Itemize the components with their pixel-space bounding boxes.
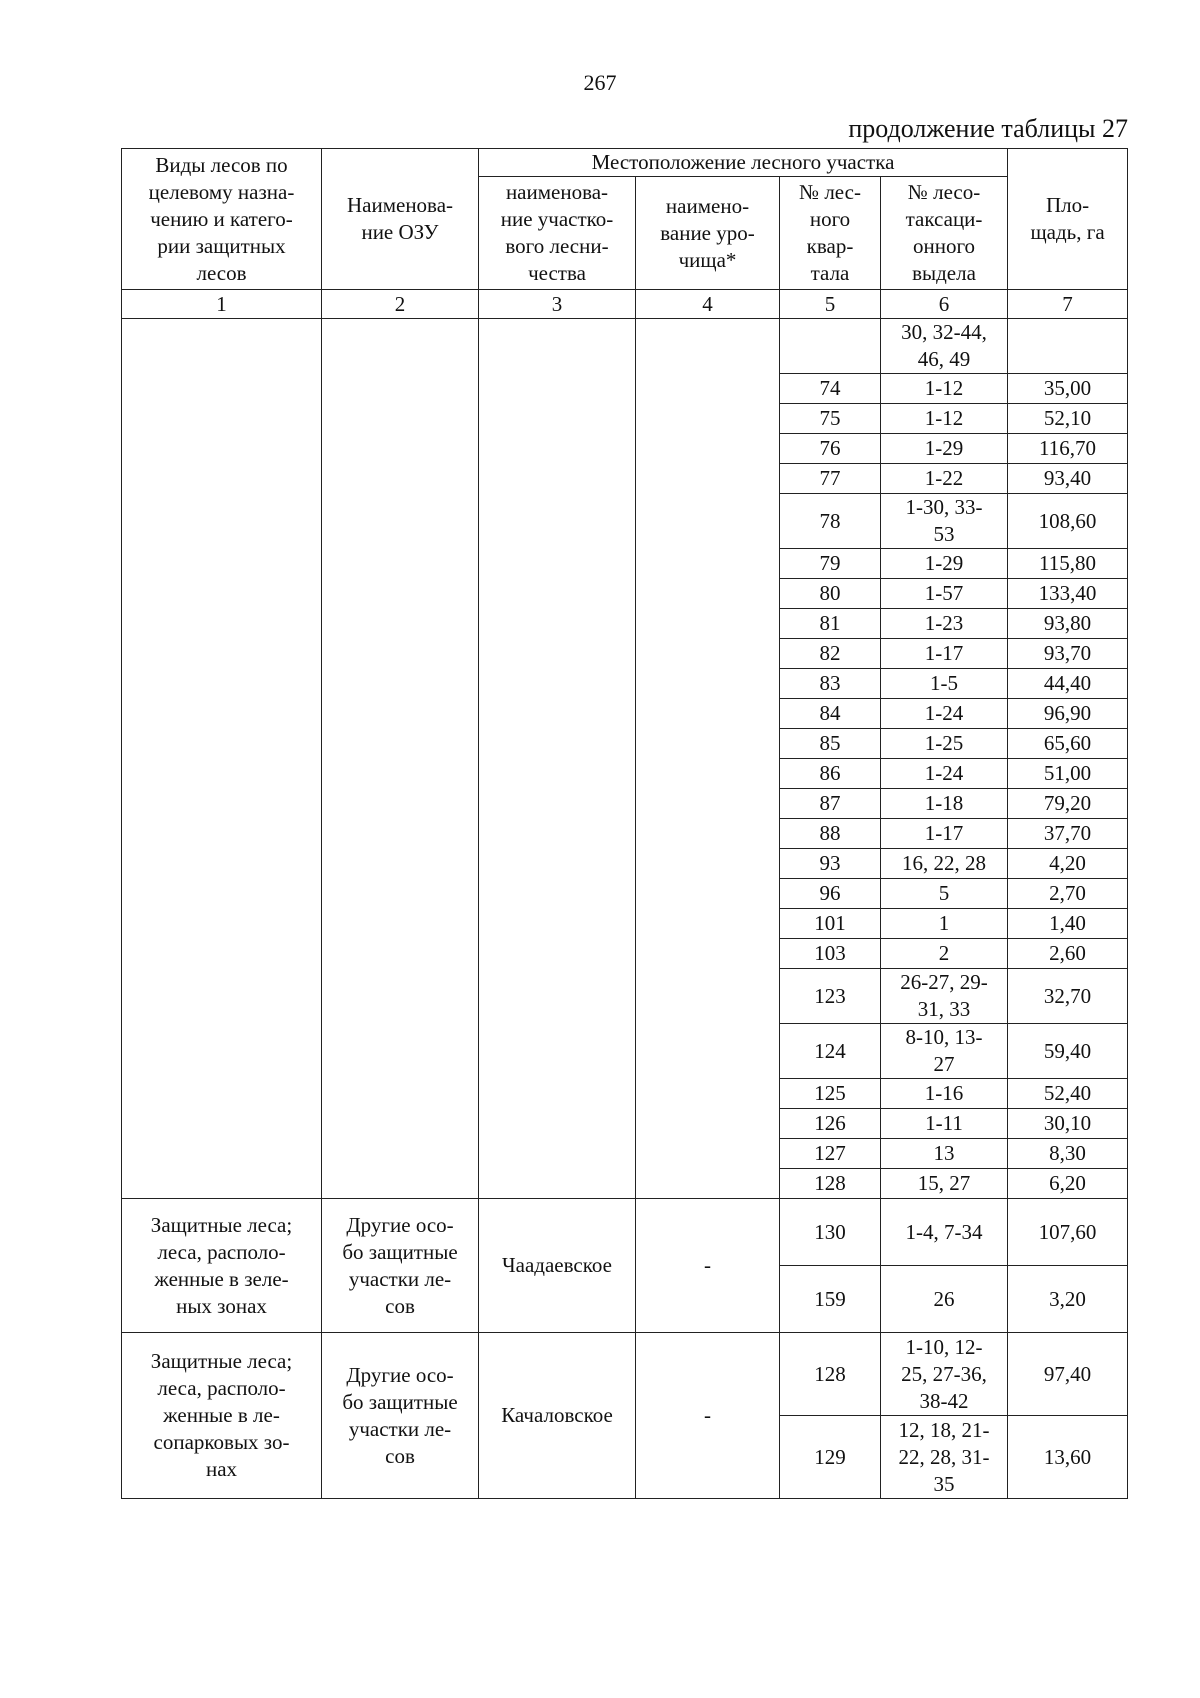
allotment-cell-line: 1-22 (924, 466, 964, 490)
header-area-line: Пло- (1045, 193, 1090, 217)
quarter-cell: 96 (780, 879, 881, 909)
forest-type-cell (122, 319, 322, 1199)
quarter-cell: 93 (780, 849, 881, 879)
header-allotment-number-line: таксаци- (905, 207, 983, 231)
allotment-cell-line: 1-57 (924, 581, 964, 605)
ozu-name-cell-line: участки ле- (348, 1416, 452, 1441)
forest-table (121, 148, 1128, 1499)
allotment-cell-line: 31, 33 (917, 997, 971, 1021)
ozu-name-cell (322, 1333, 479, 1499)
header-forestry-name (479, 177, 636, 290)
area-cell: 30,10 (1008, 1109, 1128, 1139)
quarter-cell: 81 (780, 609, 881, 639)
tract-cell: - (636, 1333, 780, 1499)
area-cell: 97,40 (1008, 1333, 1128, 1416)
quarter-cell: 84 (780, 699, 881, 729)
area-cell: 93,40 (1008, 464, 1128, 494)
forest-type-cell-line: Защитные леса; (150, 1349, 293, 1373)
allotment-cell-line: 26-27, 29- (900, 970, 988, 994)
table-row (122, 1333, 1128, 1416)
allotment-cell-line: 1-24 (924, 761, 964, 785)
area-cell: 115,80 (1008, 549, 1128, 579)
allotment-cell-line: 1-12 (924, 406, 964, 430)
quarter-cell: 128 (780, 1333, 881, 1416)
header-quarter-number-line: тала (810, 261, 850, 285)
header-forestry-name-line: вого лесни- (505, 234, 609, 258)
quarter-cell: 86 (780, 759, 881, 789)
quarter-cell: 83 (780, 669, 881, 699)
column-number: 7 (1008, 290, 1128, 319)
allotment-cell (881, 939, 1008, 969)
allotment-cell-line: 1-11 (925, 1111, 963, 1135)
area-cell: 96,90 (1008, 699, 1128, 729)
area-cell: 2,60 (1008, 939, 1128, 969)
area-cell: 93,70 (1008, 639, 1128, 669)
allotment-cell (881, 494, 1008, 549)
allotment-cell (881, 1079, 1008, 1109)
forest-type-cell-line: Защитные леса; (150, 1212, 293, 1237)
area-cell: 59,40 (1008, 1024, 1128, 1079)
quarter-cell: 130 (780, 1199, 881, 1266)
allotment-cell-line: 1-5 (930, 671, 959, 695)
header-forest-type-line: Виды лесов по (155, 152, 288, 177)
column-number: 2 (322, 290, 479, 319)
forest-type-cell-line: женные в ле- (163, 1403, 280, 1427)
ozu-name-cell (322, 319, 479, 1199)
allotment-cell-line: 1 (938, 911, 950, 935)
header-area (1008, 149, 1128, 290)
header-ozu-name-line: ние ОЗУ (361, 220, 439, 244)
area-cell (1008, 319, 1128, 374)
area-cell: 3,20 (1008, 1266, 1128, 1333)
allotment-cell-line: 26 (933, 1286, 955, 1311)
allotment-cell-line: 1-17 (924, 821, 964, 845)
table-row (122, 319, 1128, 374)
header-area-line: щадь, га (1030, 220, 1105, 244)
header-forest-type-line: чению и катего- (150, 206, 293, 231)
allotment-cell (881, 464, 1008, 494)
header-forestry-name-line: ние участко- (500, 207, 614, 231)
allotment-cell-line: 1-29 (924, 551, 964, 575)
tract-cell: - (636, 1199, 780, 1333)
allotment-cell (881, 729, 1008, 759)
ozu-name-cell-line: участки ле- (348, 1266, 452, 1291)
column-number: 5 (780, 290, 881, 319)
area-cell: 4,20 (1008, 849, 1128, 879)
header-tract-name (636, 177, 780, 290)
header-quarter-number-line: № лес- (799, 180, 861, 204)
allotment-cell (881, 404, 1008, 434)
header-tract-name-line: наимено- (665, 193, 750, 218)
allotment-cell (881, 849, 1008, 879)
allotment-cell (881, 639, 1008, 669)
allotment-cell-line: 53 (933, 522, 955, 546)
allotment-cell (881, 1109, 1008, 1139)
allotment-cell (881, 1139, 1008, 1169)
allotment-cell-line: 46, 49 (917, 347, 971, 371)
allotment-cell (881, 759, 1008, 789)
ozu-name-cell-line: сов (385, 1443, 415, 1468)
ozu-name-cell (322, 1199, 479, 1333)
header-ozu-name (322, 149, 479, 290)
allotment-cell (881, 909, 1008, 939)
allotment-cell-line: 1-16 (924, 1081, 964, 1105)
allotment-cell-line: 5 (938, 881, 950, 905)
quarter-cell: 101 (780, 909, 881, 939)
area-cell: 44,40 (1008, 669, 1128, 699)
forest-type-cell-line: леса, располо- (157, 1376, 286, 1400)
area-cell: 93,80 (1008, 609, 1128, 639)
allotment-cell (881, 789, 1008, 819)
allotment-cell-line: 12, 18, 21- (898, 1417, 990, 1442)
column-numbers-row (122, 290, 1128, 319)
quarter-cell: 88 (780, 819, 881, 849)
header-quarter-number-line: ного (809, 207, 851, 231)
forestry-cell: Чаадаевское (479, 1199, 636, 1333)
ozu-name-cell-line: сов (385, 1293, 415, 1318)
area-cell: 52,40 (1008, 1079, 1128, 1109)
allotment-cell-line: 1-17 (924, 641, 964, 665)
allotment-cell-line: 1-30, 33- (905, 495, 983, 519)
allotment-cell-line: 27 (933, 1052, 955, 1076)
allotment-cell (881, 549, 1008, 579)
tract-cell (636, 319, 780, 1199)
forest-type-cell-line: ных зонах (176, 1293, 267, 1318)
column-number: 6 (881, 290, 1008, 319)
quarter-cell: 75 (780, 404, 881, 434)
allotment-cell (881, 319, 1008, 374)
allotment-cell (881, 434, 1008, 464)
quarter-cell: 85 (780, 729, 881, 759)
allotment-cell-line: 1-10, 12- (905, 1334, 983, 1359)
quarter-cell: 76 (780, 434, 881, 464)
allotment-cell-line: 1-29 (924, 436, 964, 460)
allotment-cell (881, 1199, 1008, 1266)
header-quarter-number (780, 177, 881, 290)
area-cell: 51,00 (1008, 759, 1128, 789)
header-forest-type-line: целевому назна- (148, 179, 295, 204)
allotment-cell-line: 1-23 (924, 611, 964, 635)
allotment-cell (881, 609, 1008, 639)
quarter-cell: 124 (780, 1024, 881, 1079)
forest-type-cell-line: нах (205, 1457, 238, 1481)
allotment-cell-line: 1-12 (924, 376, 964, 400)
header-allotment-number-line: выдела (912, 261, 976, 285)
quarter-cell: 103 (780, 939, 881, 969)
allotment-cell (881, 1333, 1008, 1416)
quarter-cell: 128 (780, 1169, 881, 1199)
ozu-name-cell-line: Другие осо- (346, 1212, 454, 1237)
allotment-cell-line: 1-18 (924, 791, 964, 815)
allotment-cell (881, 1169, 1008, 1199)
quarter-cell: 129 (780, 1416, 881, 1499)
quarter-cell: 159 (780, 1266, 881, 1333)
allotment-cell-line: 2 (938, 941, 950, 965)
header-allotment-number-line: онного (912, 234, 976, 258)
allotment-cell-line: 22, 28, 31- (898, 1444, 990, 1469)
allotment-cell-line: 8-10, 13- (905, 1025, 983, 1049)
quarter-cell: 87 (780, 789, 881, 819)
area-cell: 116,70 (1008, 434, 1128, 464)
page-number: 267 (583, 70, 617, 95)
header-allotment-number-line: № лесо- (907, 180, 981, 204)
column-number: 4 (636, 290, 780, 319)
allotment-cell-line: 30, 32-44, (901, 320, 987, 344)
allotment-cell-line: 1-4, 7-34 (905, 1219, 983, 1244)
column-number: 3 (479, 290, 636, 319)
area-cell: 8,30 (1008, 1139, 1128, 1169)
forest-type-cell (122, 1333, 322, 1499)
allotment-cell (881, 699, 1008, 729)
allotment-cell-line: 16, 22, 28 (902, 851, 987, 875)
header-allotment-number (881, 177, 1008, 290)
header-forest-type-line: рии защитных (157, 233, 286, 258)
forest-type-cell-line: женные в зеле- (154, 1266, 289, 1291)
quarter-cell: 77 (780, 464, 881, 494)
header-forest-type-line: лесов (196, 260, 247, 285)
allotment-cell (881, 1416, 1008, 1499)
header-location-group: Местоположение лесного участка (479, 149, 1008, 177)
forest-type-cell-line: сопарковых зо- (153, 1430, 290, 1454)
area-cell: 37,70 (1008, 819, 1128, 849)
forestry-cell: Качаловское (479, 1333, 636, 1499)
quarter-cell: 125 (780, 1079, 881, 1109)
quarter-cell: 126 (780, 1109, 881, 1139)
header-forest-type (122, 149, 322, 290)
quarter-cell: 82 (780, 639, 881, 669)
allotment-cell (881, 374, 1008, 404)
allotment-cell-line: 1-24 (924, 701, 964, 725)
area-cell: 52,10 (1008, 404, 1128, 434)
header-tract-name-line: вание уро- (660, 220, 755, 245)
table-caption: продолжение таблицы 27 (848, 114, 1128, 143)
quarter-cell: 79 (780, 549, 881, 579)
allotment-cell-line: 13 (933, 1141, 955, 1165)
table-row (122, 1199, 1128, 1266)
column-number: 1 (122, 290, 322, 319)
area-cell: 107,60 (1008, 1199, 1128, 1266)
quarter-cell: 123 (780, 969, 881, 1024)
quarter-cell: 78 (780, 494, 881, 549)
area-cell: 2,70 (1008, 879, 1128, 909)
area-cell: 108,60 (1008, 494, 1128, 549)
area-cell: 6,20 (1008, 1169, 1128, 1199)
quarter-cell: 74 (780, 374, 881, 404)
header-forestry-name-line: чества (528, 261, 586, 285)
header-ozu-name-line: Наименова- (346, 193, 454, 217)
forest-type-cell-line: леса, располо- (157, 1239, 286, 1264)
allotment-cell-line: 15, 27 (917, 1171, 971, 1195)
forestry-cell (479, 319, 636, 1199)
forest-type-cell (122, 1199, 322, 1333)
allotment-cell-line: 25, 27-36, (901, 1361, 987, 1386)
area-cell: 133,40 (1008, 579, 1128, 609)
quarter-cell (780, 319, 881, 374)
header-forestry-name-line: наименова- (505, 180, 609, 204)
area-cell: 79,20 (1008, 789, 1128, 819)
area-cell: 65,60 (1008, 729, 1128, 759)
allotment-cell-line: 38-42 (919, 1388, 969, 1413)
quarter-cell: 127 (780, 1139, 881, 1169)
header-quarter-number-line: квар- (806, 234, 854, 258)
allotment-cell (881, 669, 1008, 699)
allotment-cell-line: 1-25 (924, 731, 964, 755)
allotment-cell (881, 969, 1008, 1024)
area-cell: 32,70 (1008, 969, 1128, 1024)
area-cell: 35,00 (1008, 374, 1128, 404)
allotment-cell (881, 879, 1008, 909)
area-cell: 13,60 (1008, 1416, 1128, 1499)
ozu-name-cell-line: бо защитные (342, 1239, 458, 1264)
allotment-cell (881, 1266, 1008, 1333)
allotment-cell-line: 35 (933, 1471, 955, 1496)
allotment-cell (881, 819, 1008, 849)
area-cell: 1,40 (1008, 909, 1128, 939)
allotment-cell (881, 1024, 1008, 1079)
ozu-name-cell-line: Другие осо- (346, 1362, 454, 1387)
quarter-cell: 80 (780, 579, 881, 609)
ozu-name-cell-line: бо защитные (342, 1389, 458, 1414)
allotment-cell (881, 579, 1008, 609)
header-tract-name-line: чища* (678, 247, 737, 272)
